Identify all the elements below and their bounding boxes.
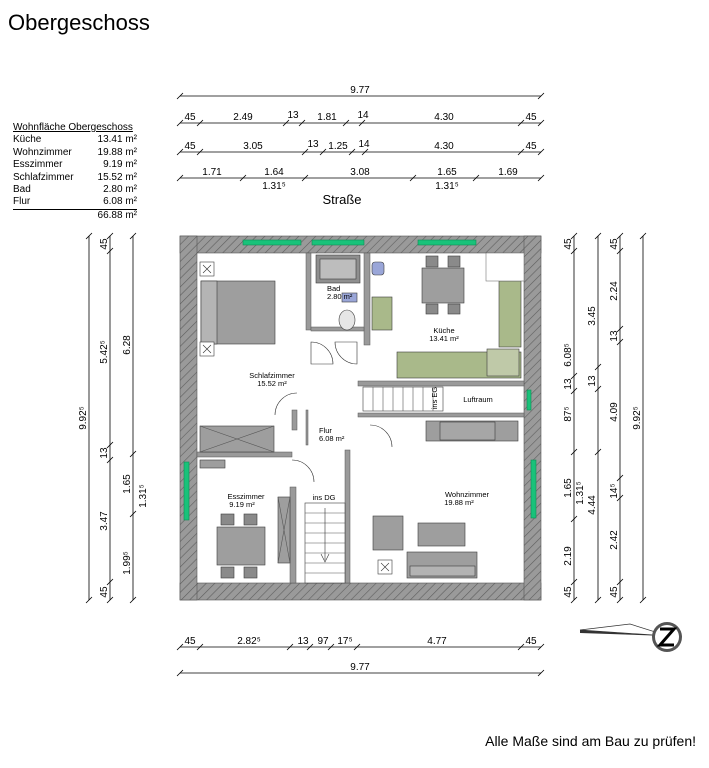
dim-top-r2: 45 (525, 141, 537, 152)
dim-bottom: 45 (184, 636, 196, 647)
area-row-room: Wohnzimmer (13, 146, 72, 158)
dim-top-r2: 3.05 (243, 141, 263, 152)
dining-table (217, 527, 265, 565)
disclaimer-note: Alle Maße sind am Bau zu prüfen! (485, 733, 696, 749)
area-total-value: 66.88 m² (97, 209, 137, 221)
dim-top-r2: 13 (307, 139, 319, 150)
dim-top-r2: 14 (358, 139, 370, 150)
dim-left-c2: 1.99⁵ (122, 551, 133, 575)
dim-right-c3: 2.24 (609, 281, 620, 301)
dim-left-c1: 45 (99, 586, 110, 598)
room-area-bad: 2.80 m² (327, 292, 353, 301)
north-arrow-icon (580, 622, 682, 652)
dim-top-total: 9.77 (350, 85, 370, 96)
wall-esszimmer-top (197, 452, 292, 457)
wall-right (524, 236, 541, 600)
dim-right-c1: 2.19 (563, 546, 574, 566)
area-row-value: 13.41 m² (97, 134, 137, 146)
kitchen-table (422, 268, 464, 303)
dim-top-r2: 1.25 (328, 141, 348, 152)
wall-stair-right (345, 450, 350, 583)
area-row-room: Bad (13, 184, 31, 196)
dim-top-r1: 45 (525, 112, 537, 123)
dim-left-c2: 6.28 (122, 335, 133, 355)
room-area-wohnzimmer: 19.88 m² (444, 498, 474, 507)
dim-top-r3: 3.08 (350, 167, 370, 178)
dim-top-r2: 4.30 (434, 141, 454, 152)
dim-right-c1: 87⁵ (563, 406, 574, 422)
dim-right-c3: 14⁵ (609, 483, 620, 499)
wall-bad-right (364, 253, 370, 345)
area-row-value: 9.19 m² (103, 159, 137, 171)
dim-top-r3: 1.65 (437, 167, 457, 178)
dim-top-r3: 1.69 (498, 167, 518, 178)
bed-pillows (201, 281, 217, 344)
dim-top-r1: 14 (357, 110, 369, 121)
window-luftraum (527, 390, 531, 410)
dim-left-outer: 9.92⁵ (78, 406, 89, 430)
dim-right-c3: 45 (609, 238, 620, 250)
dim-left-c2: 1.31⁵ (138, 484, 149, 508)
area-row-room: Esszimmer (13, 159, 63, 171)
dim-right-outer: 9.92⁵ (632, 406, 643, 430)
wall-bad-bottom (311, 327, 364, 331)
room-name-kueche: Küche (433, 326, 455, 335)
area-row-room: Flur (13, 196, 31, 208)
room-name-flur: Flur (319, 426, 332, 435)
area-row-value: 15.52 m² (97, 171, 137, 183)
dim-left-c2: 1.65 (122, 474, 133, 494)
wall-luftraum-bottom (358, 413, 524, 417)
counter-left (372, 297, 392, 330)
area-row-room: Küche (13, 134, 42, 146)
dim-top-r1: 2.49 (233, 112, 253, 123)
wall-flur-left-b (306, 410, 308, 445)
coffee-table (418, 523, 465, 546)
dim-top-r1: 13 (287, 110, 299, 121)
dim-top-r1: 45 (184, 112, 196, 123)
dim-left-c1: 3.47 (99, 511, 110, 531)
window-wohnzimmer (531, 460, 536, 518)
area-row-value: 2.80 m² (103, 184, 137, 196)
dim-right-c2: 1.31⁵ (575, 481, 586, 505)
area-row-room: Schlafzimmer (13, 171, 74, 183)
window-bad (312, 240, 364, 245)
dim-right-c2: 13 (587, 375, 598, 387)
dim-top-r2: 45 (184, 141, 196, 152)
label-ins-dg: ins DG (312, 493, 336, 502)
dim-top-r1: 1.81 (317, 112, 337, 123)
dim-right-c1: 1.65 (563, 478, 574, 498)
dim-top-r3-sub: 1.31⁵ (262, 181, 286, 192)
dim-right-c2: 4.44 (587, 495, 598, 515)
room-name-bad: Bad (327, 284, 341, 293)
right-dimensions (563, 238, 643, 598)
dim-bottom: 13 (297, 636, 309, 647)
dim-bottom-total: 9.77 (350, 662, 370, 673)
wall-bottom (180, 583, 541, 600)
dim-right-c3: 4.09 (609, 402, 620, 422)
dim-bottom: 17⁵ (337, 636, 353, 647)
dim-right-c3: 2.42 (609, 530, 620, 550)
room-name-esszimmer: Esszimmer (227, 492, 265, 501)
top-dimensions (184, 85, 537, 192)
dim-bottom: 4.77 (427, 636, 447, 647)
label-luftraum: Luftraum (463, 395, 493, 404)
dim-top-r3: 1.71 (202, 167, 222, 178)
dim-left-c1: 5.42⁵ (99, 340, 110, 364)
room-name-schlafzimmer: Schlafzimmer (249, 371, 295, 380)
dim-right-c1: 45 (563, 586, 574, 598)
window-schlafzimmer (243, 240, 301, 245)
dim-right-c3: 45 (609, 586, 620, 598)
dim-bottom: 97 (317, 636, 329, 647)
room-area-schlafzimmer: 15.52 m² (257, 379, 287, 388)
counter-right (499, 281, 521, 347)
dim-right-c1: 45 (563, 238, 574, 250)
kitchen-sink (372, 262, 384, 275)
wall-kueche-bottom (358, 381, 524, 386)
dim-right-c1: 13 (563, 378, 574, 390)
area-row-value: 6.08 m² (103, 196, 137, 208)
window-esszimmer (184, 462, 189, 520)
dim-top-r3-sub: 1.31⁵ (435, 181, 459, 192)
dim-top-r1: 4.30 (434, 112, 454, 123)
door-esszimmer (292, 460, 314, 482)
dim-right-c1: 6.08⁵ (563, 343, 574, 367)
wall-flur-left-a (292, 410, 297, 430)
room-area-flur: 6.08 m² (319, 434, 345, 443)
bottom-dimensions (184, 636, 537, 673)
toilet (339, 310, 355, 330)
dim-right-c3: 13 (609, 330, 620, 342)
wall-esszimmer-right (290, 487, 296, 583)
dim-right-c2: 3.45 (587, 306, 598, 326)
door-bad (311, 342, 333, 364)
dim-bottom: 2.82⁵ (237, 636, 261, 647)
window-kueche (418, 240, 476, 245)
page-title: Obergeschoss (8, 10, 150, 35)
area-row-value: 19.88 m² (97, 146, 137, 158)
street-label: Straße (322, 192, 362, 207)
wall-bad-left (306, 253, 311, 330)
door-wohnzimmer (370, 425, 392, 447)
armchair (373, 516, 403, 550)
dim-top-r3: 1.64 (264, 167, 284, 178)
room-area-kueche: 13.41 m² (429, 334, 459, 343)
room-area-esszimmer: 9.19 m² (229, 500, 255, 509)
dim-left-c1: 45 (99, 238, 110, 250)
label-ins-eg: ins EG (430, 386, 439, 410)
furniture (200, 253, 524, 583)
dim-left-c1: 13 (99, 447, 110, 459)
dim-bottom: 45 (525, 636, 537, 647)
area-table-heading: Wohnfläche Obergeschoss (13, 122, 133, 133)
wall-left (180, 236, 197, 600)
room-name-wohnzimmer: Wohnzimmer (444, 490, 490, 499)
